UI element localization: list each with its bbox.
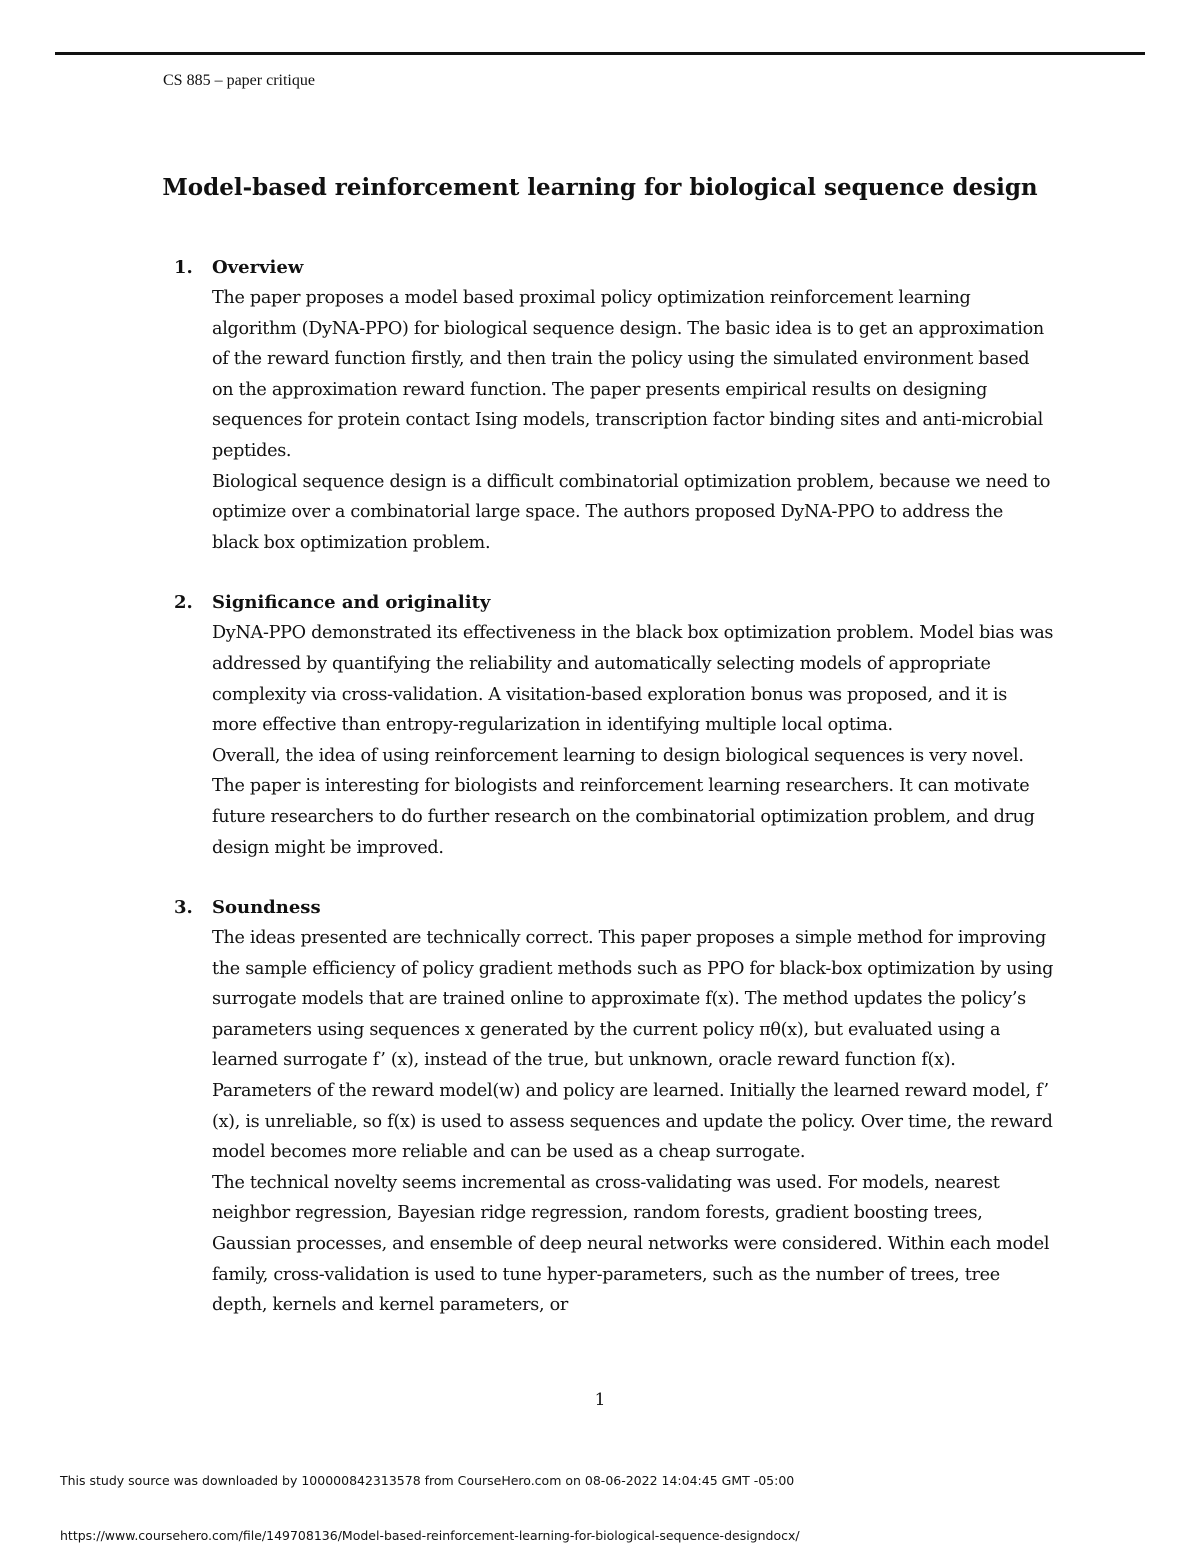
section-title: Overview (212, 257, 304, 278)
section-title: Significance and originality (212, 592, 491, 614)
section-overview (174, 253, 1054, 558)
section-title: Soundness (212, 897, 321, 919)
section-number: 2. (174, 592, 193, 614)
section-body (212, 283, 1054, 558)
paragraph: The paper proposes a model based proximal policy optimization reinforcement learning algorithm (DyNA-PPO) for biological sequence design. The basic idea is to get an approximation of the reward function firstly, and then train the policy using the simulated environment based on the approximation reward function. The paper presents empirical results on designing sequences for protein contact Ising models, transcription factor binding sites and anti-microbial peptides. (212, 288, 1044, 461)
paragraph: The ideas presented are technically correct. This paper proposes a simple method for improving the sample efficiency of policy gradient methods such as PPO for black-box optimization by using surrogate models that are trained online to approximate f(x). The method updates the policy’s parameters using sequences x generated by the current policy πθ(x), but evaluated using a learned surrogate f’ (x), instead of the true, but unknown, oracle reward function f(x). Parameters of the reward model(w) and policy are learned. Initially the learned reward model, f’ (x), is unreliable, so f(x) is used to assess sequences and update the policy. Over time, the reward model becomes more reliable and can be used as a cheap surrogate. (212, 928, 1054, 1163)
footer-source-line: This study source was downloaded by 100000842313578 from CourseHero.com on 08-06-2022 14:04:45 GMT -05:00 (60, 1473, 795, 1488)
document-title: Model-based reinforcement learning for biological sequence design (162, 174, 1038, 201)
section-body (212, 923, 1054, 1321)
sections-list (174, 253, 1054, 1351)
section-heading (174, 253, 1054, 283)
footer-url-link[interactable]: https://www.coursehero.com/file/149708136/Model-based-reinforcement-learning-for-biological-sequence-designdocx/ (60, 1528, 800, 1543)
running-head: CS 885 – paper critique (163, 72, 315, 89)
paragraph: The technical novelty seems incremental as cross-validating was used. For models, nearest neighbor regression, Bayesian ridge regression, random forests, gradient boosting trees, Gaussian processes, and ensemble of deep neural networks were considered. Within each model family, cross-validation is used to tune hyper-parameters, such as the number of trees, tree depth, kernels and kernel parameters, or (212, 1172, 1050, 1316)
section-heading (174, 893, 1054, 923)
section-number: 1. (174, 257, 193, 278)
section-body (212, 618, 1054, 863)
paragraph: DyNA-PPO demonstrated its effectiveness in the black box optimization problem. Model bias was addressed by quantifying the reliability and automatically selecting models of appropriate complexity via cross-validation. A visitation-based exploration bonus was proposed, and it is more effective than entropy-regularization in identifying multiple local optima. (212, 623, 1054, 736)
section-number: 3. (174, 897, 193, 919)
page-number: 1 (594, 1390, 606, 1410)
paragraph: Biological sequence design is a difficult combinatorial optimization problem, because we need to optimize over a combinatorial large space. The authors proposed DyNA-PPO to address the black box optimization problem. (212, 471, 1051, 553)
section-significance (174, 588, 1054, 863)
top-rule (55, 52, 1145, 55)
section-heading (174, 588, 1054, 618)
section-soundness (174, 893, 1054, 1321)
paragraph: Overall, the idea of using reinforcement learning to design biological sequences is very novel. The paper is interesting for biologists and reinforcement learning researchers. It can motivate future researchers to do further research on the combinatorial optimization problem, and drug design might be improved. (212, 745, 1035, 858)
